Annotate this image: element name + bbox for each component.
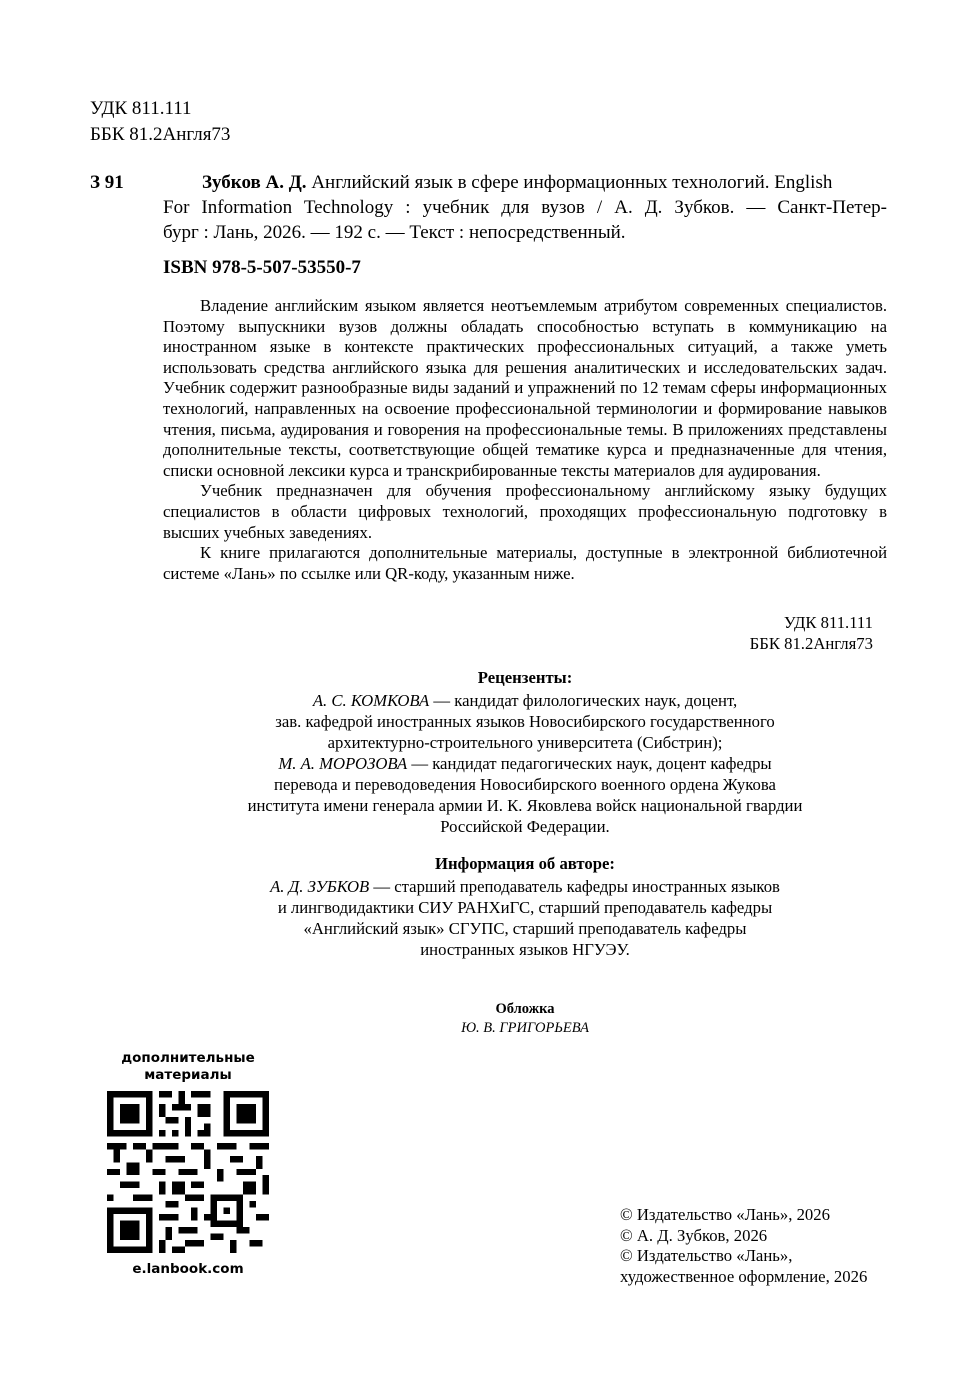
udk-header [90, 96, 230, 148]
annotation-paragraph-3: К книге прилагаются дополнительные материалы, доступные в электронной библиотечной системе «Лань» по ссылке или QR-коду, указанным ниже. [163, 543, 887, 583]
entry-line-2: For Information Technology : учебник для вузов / А. Д. Зубков. — Санкт-Петер- [163, 197, 887, 218]
author-title: — старший преподаватель кафедры иностранных языков [369, 877, 780, 896]
reviewer-1-title: — кандидат филологических наук, доцент, [429, 691, 738, 710]
author-line-1 [90, 876, 960, 897]
qr-url[interactable]: e.lanbook.com [132, 1261, 244, 1277]
annotation-paragraph-2: Учебник предназначен для обучения профессиональному английскому языку будущих специалистов в области цифровых технологий, проходящих профессиональную подготовку в высших учебных заведениях. [163, 481, 887, 542]
reviewers-heading: Рецензенты: [477, 668, 573, 687]
bbk-code: ББК 81.2Англя73 [90, 124, 231, 145]
cover-credit [90, 1000, 960, 1038]
udk-footer [600, 612, 873, 654]
qr-label-line-2: материалы [144, 1067, 232, 1083]
author-name: А. Д. ЗУБКОВ [270, 877, 370, 896]
bibliographic-description [163, 170, 887, 245]
author-line-2: и лингводидактики СИУ РАНХиГС, старший преподаватель кафедры [277, 898, 773, 917]
copyright-line-2: © А. Д. Зубков, 2026 [620, 1225, 768, 1245]
reviewer-1-name: А. С. КОМКОВА [312, 691, 430, 710]
entry-line-3: бург : Лань, 2026. — 192 с. — Текст : непосредственный. [163, 222, 626, 243]
entry-title: Английский язык в сфере информационных технологий. English [311, 172, 833, 193]
reviewer-2-line-1 [90, 753, 960, 774]
qr-code[interactable] [107, 1091, 269, 1253]
reviewer-2-line-4: Российской Федерации. [440, 817, 610, 836]
reviewers [90, 667, 960, 837]
udk-code: УДК 811.111 [90, 98, 192, 119]
author-line-3: «Английский язык» СГУПС, старший преподаватель кафедры [303, 919, 747, 938]
annotation-paragraph-1: Владение английским языком является неотъемлемым атрибутом современных специалистов. Поэтому выпускники вузов должны обладать способностью вступать в коммуникацию на иностранном языке в контексте практических профессиональных ситуаций, а также уметь использовать средства английского языка для решения аналитических и исследовательских задач. Учебник содержит разнообразные виды заданий и упражнений по 12 темам сферы информационных технологий, направленных на освоение профессиональной терминологии и формирование навыков чтения, письма, аудирования и говорения на профессиональные темы. В приложениях представлены дополнительные тексты, соответствующие общей тематике курса и предназначенные для чтения, списки основной лексики курса и транскрибированные тексты материалов для аудирования. [163, 296, 887, 480]
reviewer-1-line-3: архитектурно-строительного университета (Сибстрин); [327, 733, 723, 752]
reviewer-2-title: — кандидат педагогических наук, доцент кафедры [407, 754, 772, 773]
annotation [163, 296, 887, 584]
udk-code-right: УДК 811.111 [783, 613, 873, 632]
copyright-line-1: © Издательство «Лань», 2026 [620, 1205, 830, 1224]
author-line-4: иностранных языков НГУЭУ. [420, 940, 630, 959]
reviewer-1-line-1 [90, 690, 960, 711]
reviewer-2-line-3: института имени генерала армии И. К. Яковлева войск национальной гвардии [247, 796, 803, 815]
reviewer-2-line-2: перевода и переводоведения Новосибирского военного ордена Жукова [274, 775, 776, 794]
entry-line-1 [163, 170, 887, 195]
cover-designer: Ю. В. ГРИГОРЬЕВА [461, 1020, 589, 1036]
cover-heading: Обложка [495, 1001, 555, 1017]
isbn: ISBN 978-5-507-53550-7 [163, 257, 361, 278]
copyright-line-4: художественное оформление, 2026 [620, 1266, 868, 1286]
entry-author: Зубков А. Д. [202, 172, 307, 193]
reviewer-2-name: М. А. МОРОЗОВА [278, 754, 408, 773]
qr-label [108, 1050, 268, 1084]
author-sign: З 91 [90, 172, 124, 193]
author-info [90, 853, 960, 960]
qr-label-line-1: дополнительные [121, 1050, 255, 1066]
copyright [620, 1205, 867, 1287]
bbk-code-right: ББК 81.2Англя73 [749, 634, 873, 653]
reviewer-1-line-2: зав. кафедрой иностранных языков Новосибирского государственного [275, 712, 775, 731]
copyright-line-3: © Издательство «Лань», [620, 1246, 793, 1265]
author-heading: Информация об авторе: [435, 854, 615, 873]
